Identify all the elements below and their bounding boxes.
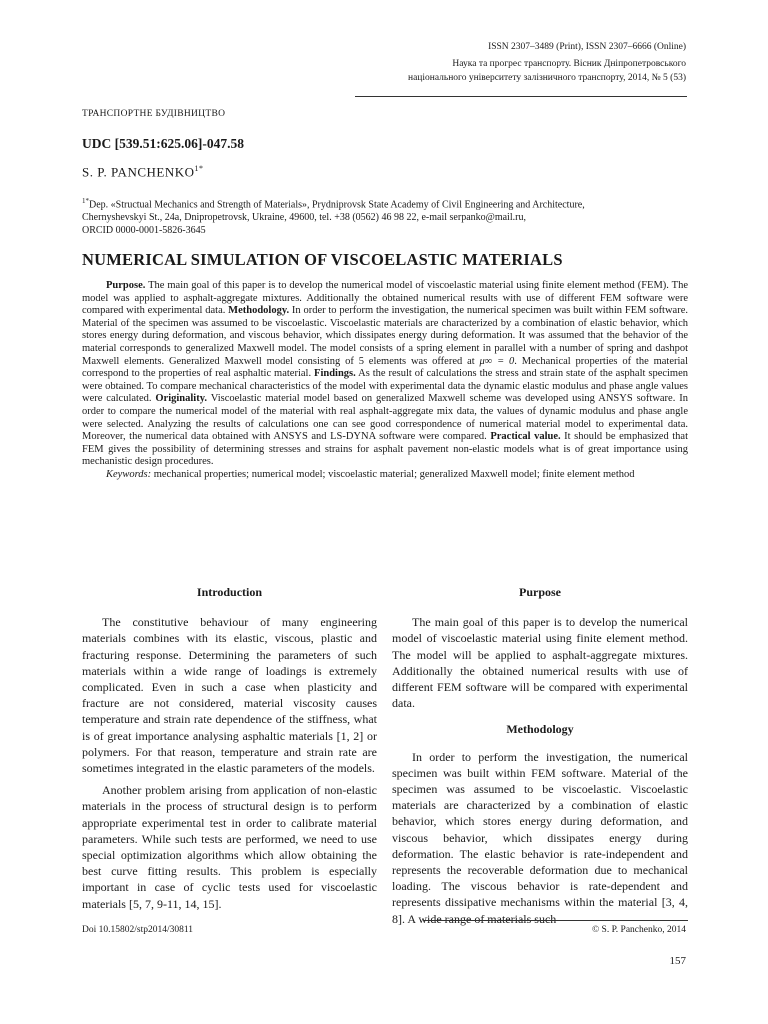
journal-line-1: Наука та прогрес транспорту. Вісник Дніпропетровського	[452, 59, 686, 69]
right-column	[392, 580, 688, 933]
keywords-text: mechanical properties; numerical model; viscoelastic material; generalized Maxwell model; finite element method	[151, 468, 635, 480]
copyright: © S. P. Panchenko, 2014	[591, 925, 686, 935]
methodology-text: In order to perform the investigation, the numerical specimen was built within FEM software. Material of the specimen was assumed to be viscoelastic. Viscoelastic materials are characterized by a combination of elastic behavior, which stores energy during deformation, and viscous behavior, which dissipates energy during deformation. It was assumed that the behavior of the material corresponds to generalized Maxwell model. The model consists of a spring element in parallel with a number of spring and dashpot Maxwell elements. Generalized Maxwell model consisting of 5 elements was offered at	[82, 305, 689, 367]
purpose-paragraph: The main goal of this paper is to develop the numerical model of viscoelastic material using finite element method. The model will be applied to asphalt-aggregate mixtures. Additionally the obtained numerical results with use of different FEM software will be compared with experimental data.	[392, 615, 688, 711]
header-rule	[355, 96, 687, 97]
methodology-paragraph: In order to perform the investigation, the numerical specimen was built within FEM software. Material of the specimen was assumed to be viscoelastic. Viscoelastic materials are characterized by a combination of elastic behavior, which stores energy during deformation, and viscous behavior, which dissipates energy during deformation. The elastic behavior is rate-independent and represents the recoverable deformation due to mechanical loading. The viscous behavior is rate-dependent and represents dissipative mechanisms within the material [3, 4, 8]. A wide range of materials such	[392, 749, 688, 926]
author-marker: 1*	[194, 164, 204, 173]
abstract-body	[82, 280, 688, 469]
findings-label: Findings.	[314, 368, 356, 380]
author-line	[82, 164, 204, 180]
affiliation	[82, 195, 688, 237]
purpose-heading: Purpose	[519, 585, 561, 599]
practical-value-label: Practical value.	[490, 431, 561, 443]
formula: μ∞ = 0	[479, 355, 515, 367]
journal-info	[408, 57, 686, 85]
section-label: ТРАНСПОРТНЕ БУДІВНИЦТВО	[82, 109, 226, 119]
originality-label: Originality.	[155, 393, 208, 405]
author-name: S. P. PANCHENKO	[82, 164, 195, 180]
findings-text: As the result of calculations the stress and strain state of the asphalt specimen were obtained. To compare mechanical characteristics of the model with experimental data the dynamic elastic modulus and phase angle values were calculated.	[82, 368, 689, 405]
keywords	[82, 469, 688, 482]
paper-title: NUMERICAL SIMULATION OF VISCOELASTIC MATERIALS	[82, 250, 563, 269]
left-column	[82, 580, 377, 918]
abstract	[82, 280, 688, 482]
methodology-text-2: . Mechanical properties of the material correspond to the properties of real asphaltic material.	[82, 355, 688, 380]
affiliation-line-2: Chernyshevskyi St., 24a, Dnipropetrovsk, Ukraine, 49600, tel. +38 (0562) 46 98 22, e-mail serpanko@mail.ru,	[82, 212, 526, 224]
originality-text: Viscoelastic material model based on generalized Maxwell scheme was developed using ANSYS software. In order to compare the numerical model of the material with real asphalt-aggregate mix data, the values of dynamic modulus and phase angle were selected. Analyzing the results of calculations one can see good correspondence of numerical material model to experimental data. Moreover, the numerical data obtained with ANSYS and LS-DYNA software were compared.	[82, 393, 688, 443]
keywords-label: Keywords:	[106, 468, 152, 480]
purpose-label: Purpose.	[106, 280, 146, 291]
orcid: ORCID 0000-0001-5826-3645	[82, 225, 206, 237]
page-number: 157	[669, 955, 686, 967]
doi: Doi 10.15802/stp2014/30811	[82, 925, 194, 935]
udc-code: UDC [539.51:625.06]-047.58	[82, 136, 244, 151]
affiliation-line-1: Dep. «Structual Mechanics and Strength of Materials», Prydniprovsk State Academy of Civil Engineering and Architecture,	[89, 199, 585, 211]
practical-value-text: It should be emphasized that FEM gives the possibility of determining stresses and strains for asphalt pavement non-elastic models what is of great importance using mechanistic design procedures.	[82, 431, 688, 468]
affiliation-marker: 1*	[82, 197, 89, 205]
journal-line-2: національного університету залізничного транспорту, 2014, № 5 (53)	[407, 73, 686, 83]
methodology-heading: Methodology	[506, 722, 574, 737]
footer-rule	[424, 920, 688, 921]
introduction-paragraph-1: The constitutive behaviour of many engineering materials combines with its elastic, viscous, plastic and fracturing response. Determining the parameters of such materials within a wide range of loadings is extremely complicated. Even in such a case when plasticity and fracture are not considered, material viscosity causes temperature and strain rate dependence of the stiffness, what is of great importance analysing asphaltic materials [1, 2] or polymers. For that reason, temperature and strain rate are sometimes integrated in the elastic parameters of the models.	[82, 615, 377, 776]
introduction-heading: Introduction	[196, 585, 263, 599]
methodology-label: Methodology.	[228, 305, 290, 317]
issn-line: ISSN 2307–3489 (Print), ІSSN 2307–6666 (Online)	[488, 42, 686, 52]
purpose-text: The main goal of this paper is to develop the numerical model of viscoelastic material using finite element method (FEM). The model was applied to asphalt-aggregate mixtures. Additionally the obtained numerical results with use of different FEM software were compared with experimental data.	[82, 280, 688, 317]
introduction-paragraph-2: Another problem arising from application of non-elastic materials in the process of structural design is to perform appropriate experimental test in order to calibrate material parameters. While such tests are performed, we need to use special optimization algorithms which allow obtaining the best curve fitting results. This problem is especially important in case of cyclic tests used for viscoelastic materials [5, 7, 9-11, 14, 15].	[82, 783, 377, 911]
